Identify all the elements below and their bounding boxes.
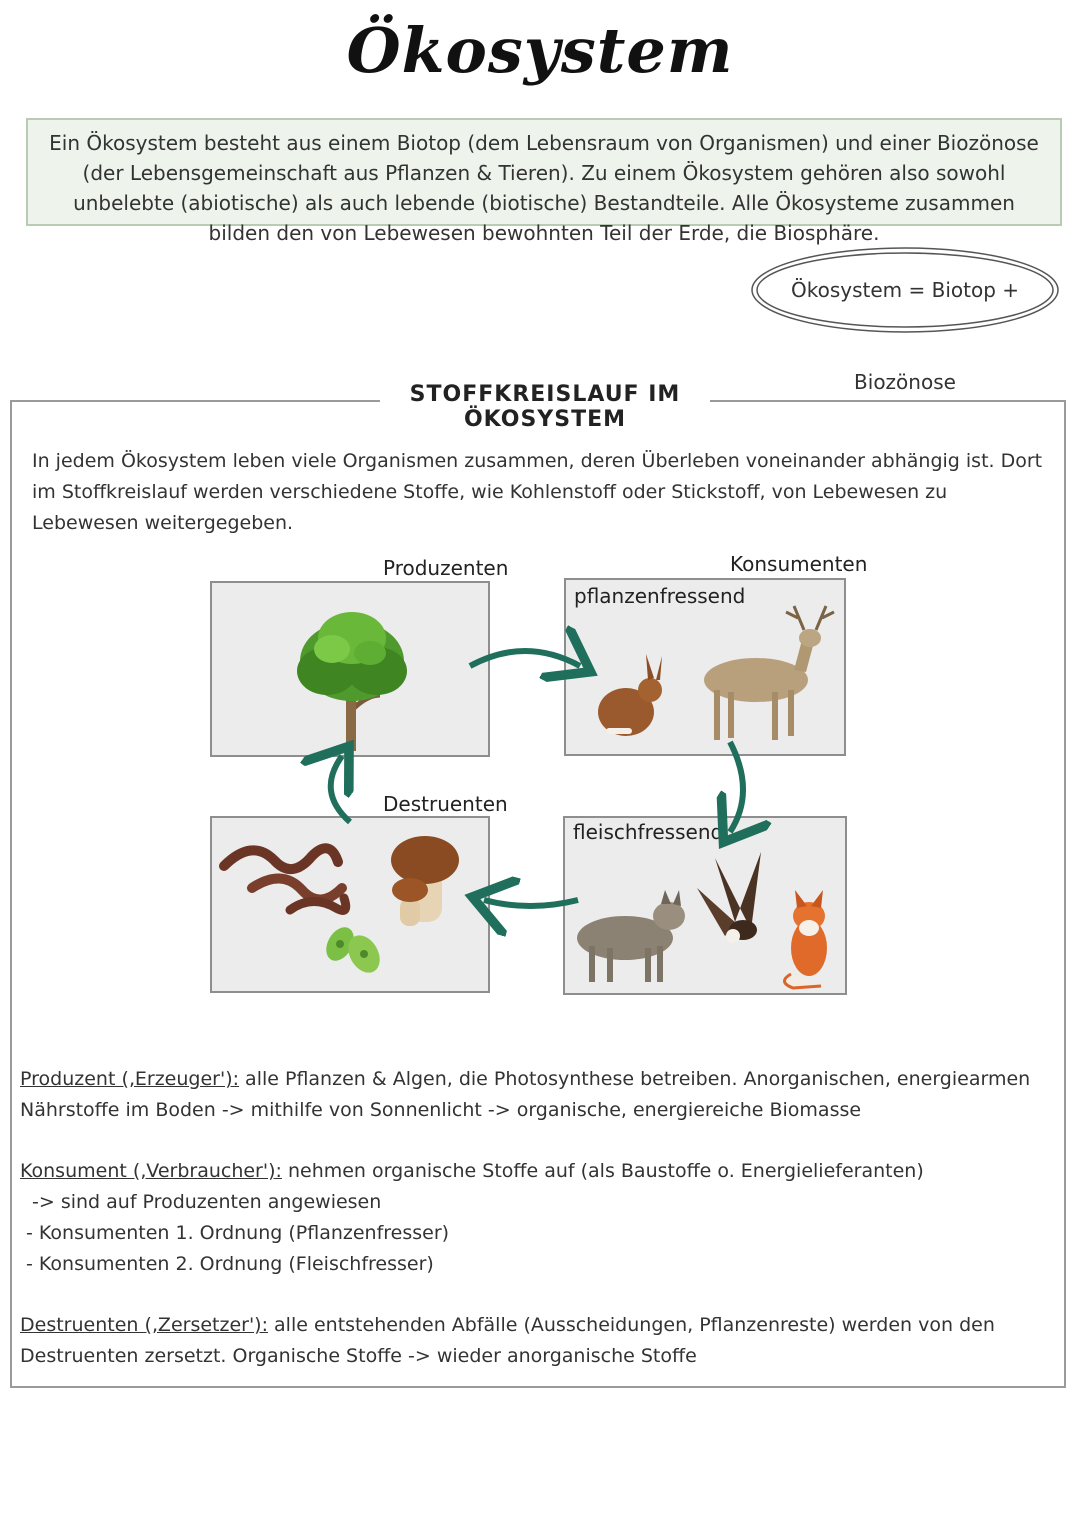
consumer-term: Konsument (‚Verbraucher'): [20, 1160, 282, 1182]
worms-mushroom-bacteria-icon [212, 818, 488, 991]
decomposer-text: alle entstehenden Abfälle (Ausscheidungen, Pflanzenreste) werden von den Destruenten zersetzt. Organische Stoffe -> wieder anorganische Stoffe [20, 1314, 995, 1367]
carnivores-panel [563, 816, 847, 995]
formula-oval [748, 244, 1062, 394]
wolf-eagle-fox-icon [565, 818, 845, 993]
consumer-line-2: - Konsumenten 1. Ordnung (Pflanzenfresser) [26, 1222, 450, 1244]
consumers-label: Konsumenten [730, 552, 868, 576]
consumer-line-1: -> sind auf Produzenten angewiesen [32, 1191, 382, 1213]
decomposers-panel [210, 816, 490, 993]
formula-text: Ökosystem = Biotop + Biozönose [790, 278, 1020, 394]
producer-definition [20, 1064, 1060, 1126]
section-heading: STOFFKREISLAUF IM ÖKOSYSTEM [380, 382, 710, 432]
tree-icon [212, 583, 488, 755]
producers-label: Produzenten [383, 556, 509, 580]
decomposers-label: Destruenten [383, 792, 508, 816]
herbivores-panel [564, 578, 846, 756]
producer-term: Produzent (‚Erzeuger'): [20, 1068, 240, 1090]
producer-text: alle Pflanzen & Algen, die Photosynthese betreiben. Anorganischen, energiearmen Nährstoffe im Boden -> mithilfe von Sonnenlicht -> organische, energiereiche Biomasse [20, 1068, 1031, 1121]
page-title: Ökosystem [346, 14, 734, 87]
consumer-text: nehmen organische Stoffe auf (als Baustoffe o. Energielieferanten) [281, 1160, 924, 1182]
consumer-definition [20, 1156, 1060, 1280]
ecosystem-definition-box [26, 118, 1062, 245]
ecosystem-definition-text: Ein Ökosystem besteht aus einem Biotop (dem Lebensraum von Organismen) und einer Biozönose (der Lebensgemeinschaft aus Pflanzen & Tieren). Zu einem Ökosystem gehören also sowohl unbelebte (abiotische) als auch lebende (biotische) Bestandteile. Alle Ökosysteme zusammen bilden den von Lebewesen bewohnten Teil der Erde, die Biosphäre. [49, 131, 1039, 245]
hare-and-deer-icon [566, 580, 844, 754]
producers-panel [210, 581, 490, 757]
herbivores-label: pflanzenfressend [574, 584, 746, 608]
decomposer-term: Destruenten (‚Zersetzer'): [20, 1314, 268, 1336]
decomposer-definition [20, 1310, 1060, 1372]
section-intro: In jedem Ökosystem leben viele Organismen zusammen, deren Überleben voneinander abhängig ist. Dort im Stoffkreislauf werden verschiedene Stoffe, wie Kohlenstoff oder Stickstoff, von Lebewesen zu Lebewesen weitergegeben. [32, 450, 1043, 534]
carnivores-label: fleischfressend [573, 820, 724, 844]
consumer-line-3: - Konsumenten 2. Ordnung (Fleischfresser) [26, 1253, 434, 1275]
